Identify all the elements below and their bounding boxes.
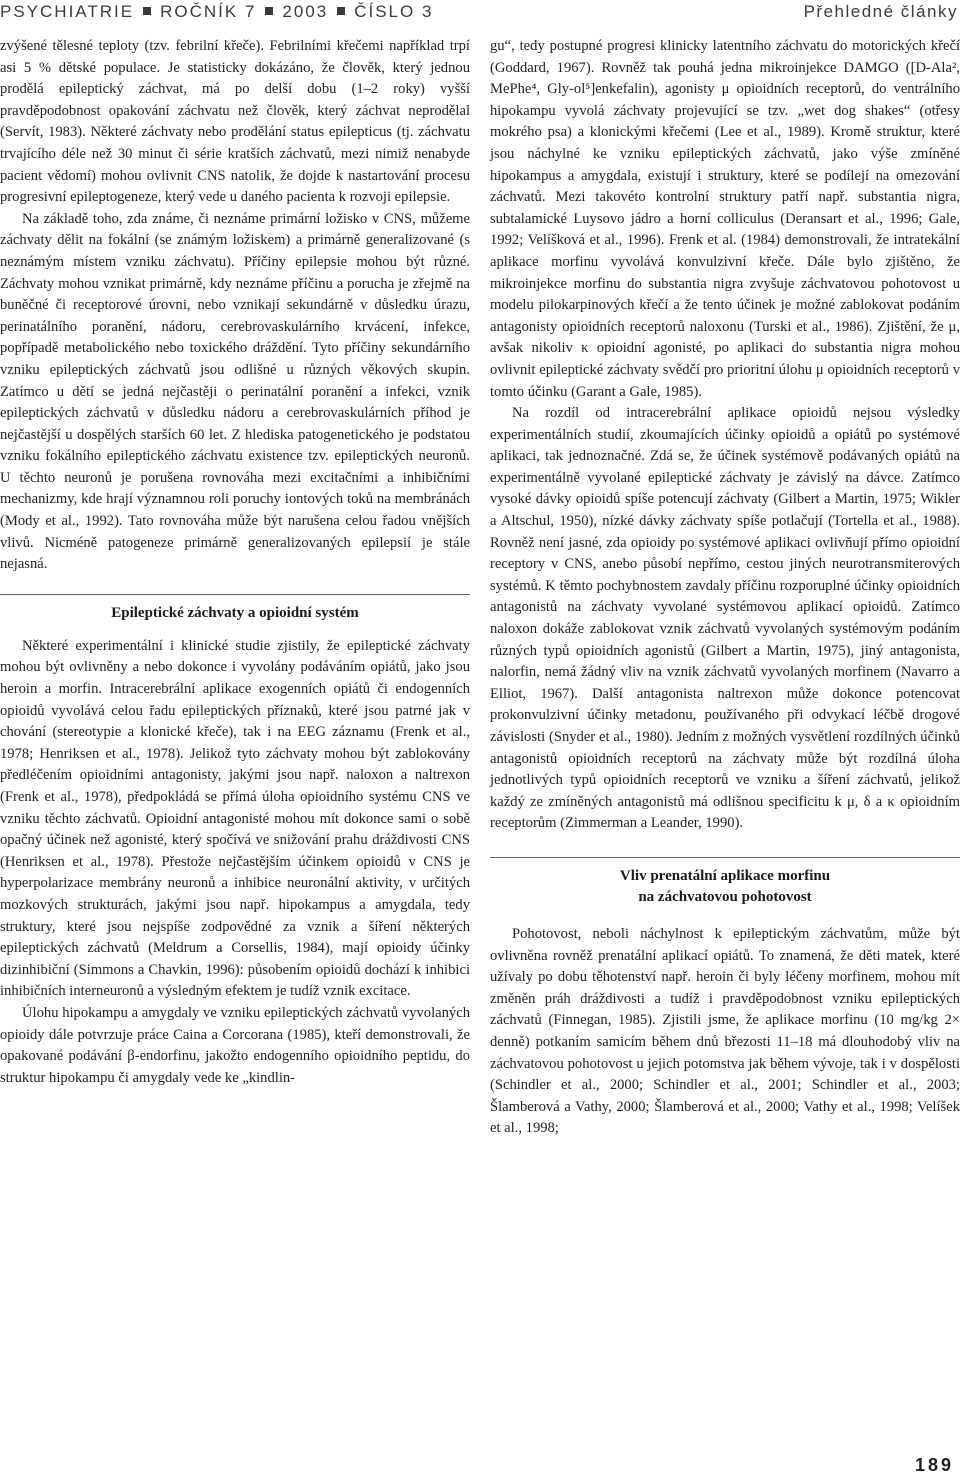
paragraph: Některé experimentální i klinické studie zjistily, že epileptické záchvaty mohou být ovlivněny a nebo dokonce i vyvolány podáváním opiátů, jako jsou heroin a morfin. Intracerebrální aplikace exogenních opiátů či endogenních opioidů vyvolává celou řadu epileptických příznaků, které jsou patrné jak v chování (stereotypie a klonické křeče), tak i na EEG záznamu (Frenk et al., 1978; Henriksen et al., 1978). Jelikož tyto záchvaty mohou být zablokovány předléčením opioidními antagonisty, jakými jsou např. naloxon a naltrexon (Frenk et al., 1978), předpokládá se přímá úloha opioidního systému CNS ve vzniku těchto záchvatů. Opioidní antagonisté mohou mít dokonce sami o sobě opačný účinek než agonisté, který spočívá ve snižování prahu dráždivosti CNS (Henriksen et al., 1978). Přestože nejčastějším účinkem opioidů v CNS je hyperpolarizace membrány neuronů a inhibice neuronální aktivity, v určitých mozkových strukturách, jakými jsou např. hipokampus a amygdala, tedy struktury, které jsou nejspíše zodpovědné za vznik a šíření některých epileptických záchvatů (Meldrum a Corsellis, 1984), mají opioidy účinky dizinhibiční (Simmons a Chavkin, 1996): působením opioidů dochází k inhibici inhibičních interneuronů a výsledným efektem je tudíž vznik excitace. bbox=[0, 637, 470, 1000]
section-divider bbox=[0, 594, 470, 595]
paragraph: gu“, tedy postupné progresi klinicky latentního záchvatu do motorických křečí (Goddard, 1967). Rovněž tak pouhá jedna mikroinjekce DAMGO ([D-Ala², MePhe⁴, Gly-ol⁵]enkefalin), agonisty μ opioidních receptorů, do ventrálního hipokampu vyvolá záchvaty projevující se tzv. „wet dog shakes“ (otřesy mokrého psa) a klonickými křečemi (Lee et al., 1989). Kromě struktur, které jsou náchylné ke vzniku epileptických záchvatů, jako výše zmíněné hipokampus a amygdala, existují i struktury, které se podílejí na omezování záchvatů. Mezi takovéto kontrolní struktury patří např. substantia nigra, subtalamické Luysovo jádro a horní colliculus (Deransart et al., 1996; Gale, 1992; Velíšková et al., 1996). Frenk et al. (1984) demonstrovali, že intratekální aplikace morfinu vyvolává konvulzivní křeče. Dále bylo zjištěno, že mikroinjekce morfinu do substantia nigra zvyšuje záchvatovou pohotovost u modelu pilokarpinových křečí a že tento účinek je možné zablokovat podáním antagonisty opioidních receptorů naloxonu (Turski et al., 1986). Zjištění, že μ, avšak nikoliv κ opioidní agonisté, po aplikaci do substantia nigra mohou ovlivnit epileptické záchvaty svědčí pro prioritní úlohu μ opioidních receptorů v tomto účinku (Garant a Gale, 1985). bbox=[490, 38, 960, 400]
journal-volume: ROČNÍK 7 bbox=[160, 2, 257, 21]
section-label: Přehledné články bbox=[803, 2, 958, 21]
journal-info bbox=[0, 2, 433, 22]
running-header bbox=[0, 0, 960, 30]
right-column bbox=[490, 36, 960, 1140]
left-column bbox=[0, 36, 470, 1089]
journal-name: PSYCHIATRIE bbox=[0, 2, 135, 21]
section-heading: Epileptické záchvaty a opioidní systém bbox=[111, 604, 359, 621]
journal-issue: ČÍSLO 3 bbox=[354, 2, 434, 21]
paragraph: zvýšené tělesné teploty (tzv. febrilní křeče). Febrilními křečemi například trpí asi 5 % dětské populace. Je statisticky dokázáno, že člověk, který jednou prodělá epileptický záchvat, má po delší dobu (1–2 roky) vyšší pravděpodobnost opakování záchvatu než člověk, který záchvat neprodělal (Servít, 1983). Některé záchvaty nebo prodělání status epilepticus (tj. záchvatu trvajícího déle než 30 minut či série kratších záchvatů, mezi nimiž nenabyde pacient vědomí) mohou ovlivnit CNS natolik, že dojde k nastartování procesu progresivní epileptogeneze, který vede u daného pacienta k rozvoji epilepsie. bbox=[0, 38, 470, 206]
section-heading bbox=[490, 866, 960, 908]
square-separator-icon bbox=[337, 7, 345, 15]
section-heading-line: na záchvatovou pohotovost bbox=[638, 888, 812, 905]
paragraph: Pohotovost, neboli náchylnost k epileptickým záchvatům, může být ovlivněna rovněž prenatální aplikací opiátů. To znamená, že děti matek, které užívaly po dobu těhotenství např. heroin či byly léčeny morfinem, mohou mít změněn práh dráždivosti a tudíž i pravděpodobnost vzniku epileptických záchvatů (Finnegan, 1985). Zjistili jsme, že aplikace morfinu (10 mg/kg 2× denně) potkaním samicím během dnů březosti 11–18 má dlouhodobý vliv na záchvatovou pohotovost u jejich potomstva jak během vývoje, tak i v dospělosti (Schindler et al., 2000; Schindler et al., 2001; Schindler et al., 2003; Šlamberová a Vathy, 2000; Šlamberová et al., 2000; Vathy et al., 1998; Velíšek et al., 1998; bbox=[490, 925, 960, 1137]
section-heading-line: Vliv prenatální aplikace morfinu bbox=[619, 867, 831, 884]
journal-year: 2003 bbox=[282, 2, 329, 21]
square-separator-icon bbox=[265, 7, 273, 15]
paragraph: Úlohu hipokampu a amygdaly ve vzniku epileptických záchvatů vyvolaných opioidy dále potvrzuje práce Caina a Corcorana (1985), kteří demonstrovali, že opakované podávání β-endorfinu, jakožto endogenního opioidního peptidu, do struktur hipokampu či amygdaly vede ke „kindlin- bbox=[0, 1004, 470, 1086]
paragraph: Na rozdíl od intracerebrální aplikace opioidů nejsou výsledky experimentálních studií, zkoumajících účinky opioidů a opiátů po systémové aplikaci, tak jednoznačné. Zdá se, že účinek systémově podávaných opiátů na experimentálně vyvolané epileptické záchvaty je závislý na dávce. Zatímco vysoké dávky opioidů spíše potencují záchvaty (Gilbert a Martin, 1975; Wikler a Altschul, 1950), nízké dávky záchvaty spíše potlačují (Tortella et al., 1988). Rovněž není jasné, zda opioidy po systémové aplikaci ovlivňují přímo opioidní receptory v CNS, anebo působí nepřímo, cestou jiných neurotransmiterových systémů. K těmto pochybnostem zavdaly příčinu rozporuplné účinky opioidních antagonistů na záchvaty vyvolané systémovou aplikací opioidů. Zatímco naloxon dokáže zablokovat vznik záchvatů vyvolaných systémovým podáním různých typů opioidních agonistů (Gilbert a Martin, 1975), jiný antagonista, nalorfin, nemá žádný vliv na vznik záchvatů vyvolaných morfinem (Navarro a Elliot, 1967). Další antagonista naltrexon může dokonce potencovat prokonvulzivní účinky metadonu, používaného při odvykací léčbě drogové závislosti (Snyder et al., 1980). Jedním z možných vysvětlení rozdílných účinků antagonistů opioidních receptorů na záchvaty může být rozdílná úloha jednotlivých typů opioidních receptorů ve vzniku a šíření záchvatů, jelikož každý ze zmíněných antagonistů má odlišnou specificitu k μ, δ a κ opioidním receptorům (Zimmerman a Leander, 1990). bbox=[490, 405, 960, 832]
paragraph: Na základě toho, zda známe, či neznáme primární ložisko v CNS, můžeme záchvaty dělit na fokální (se známým ložiskem) a primárně generalizované (s neznámým místem vzniku záchvatu). Příčiny epilepsie mohou být různé. Záchvaty mohou vznikat primárně, kdy neznáme příčinu a porucha je zřejmě na buněčné či receptorové úrovni, nebo vznikají sekundárně v důsledku úrazu, perinatálního poranění, nádoru, cerebrovaskulárního krvácení, infekce, popřípadě metabolického nebo toxického dráždění. Tyto příčiny sekundárního vzniku epileptických záchvatů jsou odlišné u různých věkových skupin. Zatímco u dětí se jedná nejčastěji o perinatální poranění a infekci, vznik epileptických záchvatů v důsledku nádoru a cerebrovaskulárních příhod je nejčastější u dospělých starších 60 let. Z hlediska patogenetického je podstatou vzniku fokálního epileptického záchvatu existence tzv. epileptických neuronů. U těchto neuronů je porušena rovnováha mezi excitačními a inhibičními mechanizmy, kde hrají významnou roli poruchy iontových toků na membránách (Mody et al., 1992). Tato rovnováha může být narušena celou řadou vnějších vlivů. Nicméně patogeneze primárně generalizovaných epilepsií je stále nejasná. bbox=[0, 210, 470, 573]
page-number: 189 bbox=[914, 1455, 954, 1475]
section-divider bbox=[490, 857, 960, 858]
square-separator-icon bbox=[143, 7, 151, 15]
